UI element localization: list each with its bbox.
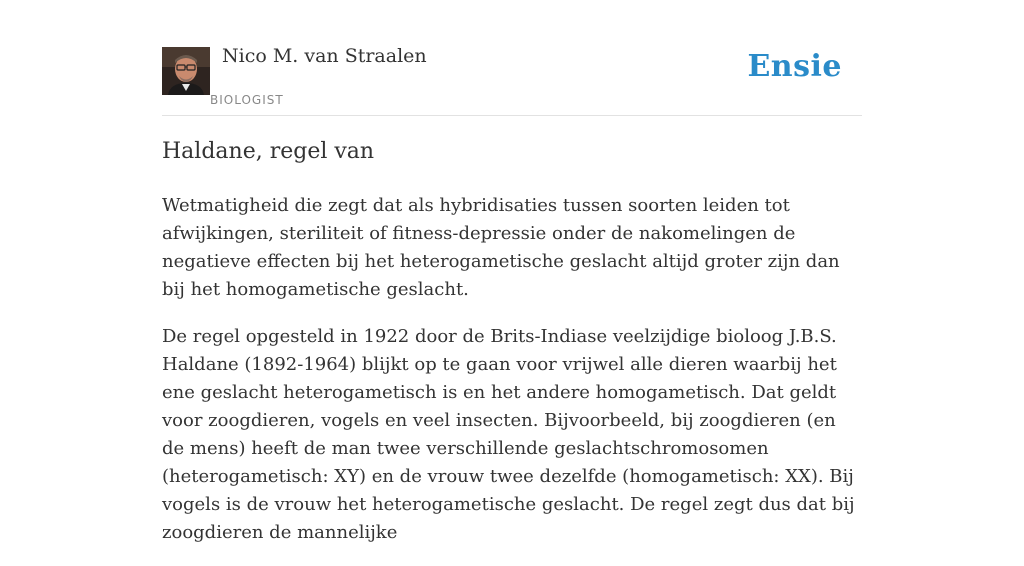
article-body bbox=[162, 192, 862, 566]
author-header bbox=[162, 0, 862, 116]
paragraph: De regel opgesteld in 1922 door de Brits-Indiase veelzijdige bioloog J.B.S. Haldane (1892-1964) blijkt op te gaan voor vrijwel alle dieren waarbij het ene geslacht heterogametisch is en het andere homogametisch. Dat geldt voor zoogdieren, vogels en veel insecten. Bijvoorbeeld, bij zoogdieren (en de mens) heeft de man twee verschillende geslachtschromosomen (heterogametisch: XY) en de vrouw twee dezelfde (homogametisch: XX). Bij vogels is de vrouw het heterogametische geslacht. De regel zegt dus dat bij zoogdieren de mannelijke bbox=[162, 326, 855, 543]
author-role: BIOLOGIST bbox=[210, 93, 284, 107]
page-title: Haldane, regel van bbox=[162, 139, 375, 164]
author-photo bbox=[162, 47, 210, 95]
paragraph: Wetmatigheid die zegt dat als hybridisaties tussen soorten leiden tot afwijkingen, steriliteit of fitness-depressie onder de nakomelingen de negatieve effecten bij het heterogametische geslacht altijd groter zijn dan bij het homogametische geslacht. bbox=[162, 195, 840, 300]
avatar[interactable] bbox=[162, 47, 210, 95]
article-container bbox=[162, 0, 862, 543]
author-name[interactable]: Nico M. van Straalen bbox=[222, 45, 427, 67]
ensie-logo-link[interactable]: Ensie bbox=[747, 49, 842, 84]
